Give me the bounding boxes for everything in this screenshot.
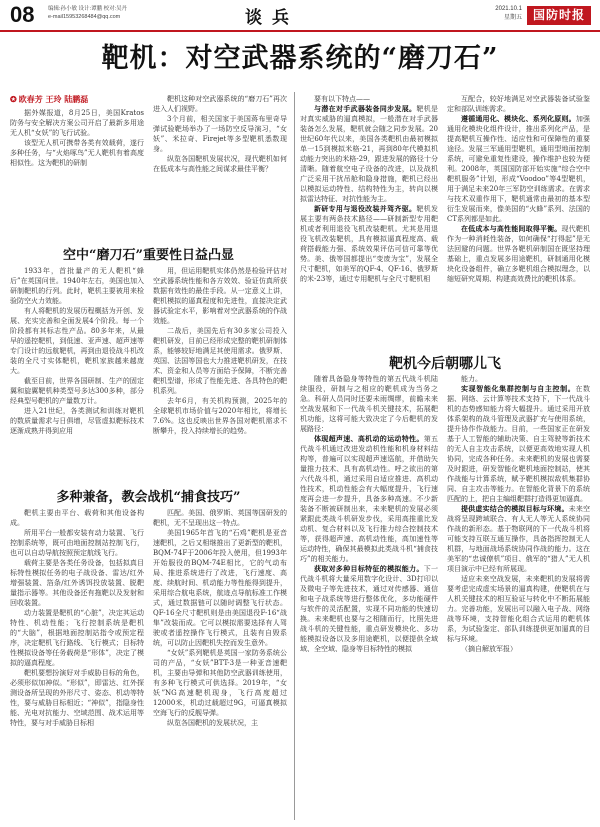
- paragraph: 要有以下特点——: [314, 95, 370, 103]
- paragraph: 遵循通用化、模块化、系列化原则。加强通用化模块化组件设计，推出系列化产品，是提高靶机互操作性、适应性和可保障性的重要途径。发展三军通用型靶机，通用型地面控制系统，可避免重复性建设，操作维护也较为便利。2008年，英国国防部开始实施“综合空中靶机服务”计划，形成“Voodoo”等4型靶机，用于满足未来20年三军防空训练需求。在需求与技术双重作用下，靶机通常由最初的基本型衍生发展而来，像美国的“火蜂”系列、法国的CT系列都是如此。: [447, 114, 590, 223]
- paragraph: 匹配。美国、俄罗斯、英国等国研发的靶机，无不呈现出这一特点。: [153, 509, 287, 527]
- page-header: [0, 0, 600, 32]
- section-heading-1: 空中“磨刀石”重要性日益凸显: [63, 248, 234, 263]
- paragraph: 互配合，较好地满足对空武器装备试验鉴定和部队训练需求。: [447, 95, 590, 113]
- article-headline: 靶机：对空武器系统的“磨刀石”: [101, 43, 499, 74]
- paragraph: 该型无人机可携带各类有效载荷，遂行多种任务，与“火焰啄鸟”无人靶机有着高度相似性。这为靶机的研制: [10, 139, 144, 167]
- paragraph: 二战后，美国先后有30多家公司投入靶机研发，目前已经形成完整的靶机研制体系，能够较好地满足其使用需求。俄罗斯、英国、法国等国也大力推进靶机研发，在技术、资金和人员等方面给予保障，不断完善靶机型谱，形成了性能先进、各具特色的靶机系列。: [153, 327, 287, 395]
- editor-credits: 编辑:孙小敏 设计:谭鹏 校对:吴丹 e-mail15953268484@qq.com: [48, 6, 128, 20]
- paragraph: 1933年，首批量产的无人靶机“蜂后”在英国问世。1940年左右，美国也加入研制靶机的行列。此时，靶机主要被用来检验防空火力效能。: [10, 267, 144, 305]
- weekday-text: 星期五: [503, 15, 522, 21]
- paragraph: 体现超声速、高机动的运动特性。第五代战斗机通过改进发动机性能和机身材料结构等，普遍可以实现超声速巡航，并借助矢量推力技术、具有高机动性。呼之欲出的第六代战斗机，通过采用自适应推进、高机动性技术，机动性能会有大幅度提升，飞行速度再会进一步提升，具备多种高速。不少新装备不断被研制出来，未来靶机的发展必须紧跟此类战斗机研发步伐，采用高推重比发动机、复合材料以及飞行推力综合控制技术等，获得超声速、高机动性能，高加速性等运动特性，确保其最模拟此类战斗机“捕食技巧”的相关能力。: [300, 434, 438, 563]
- paragraph: 截至目前，世界各国研制、生产的固定翼和旋翼靶机种类型号多达300多种，部分经典型号靶机的产量数万计。: [10, 377, 144, 405]
- paragraph: 实现智能化集群控制与自主控制。在数据、网络、云计算等技术支持下，下一代战斗机的态势感知能力将大幅提升。通过采用开放体系架构的战斗管理及武器扩充与使用系统，提升协作作战能力。目前，一些国家正在研发基于人工智能的辅助决策、自主驾驶等新技术的无人自主攻击系统，以便更高效地实现人机协同，完成各种任务。未来靶机的发展也需要及时跟进，研发智能化靶机地面控制站，使其作战能与计算系统，赋予靶机模拟敌机集群协同、自主攻击等能力。在智能化背景下的系统匹配的上，把自主编组靶群打造得更加逼真。: [447, 384, 590, 503]
- paragraph: 与潜在对手武器装备同步发展。靶机是对真实威胁的逼真模拟，一般潜在对手武器装备怎么发展，靶机就会随之同步发展。20世纪60年代以来，美国各类靶机由最初模拟单一15到模拟米格-21，再到80年代模拟机动能力突出的米格-29，跟进发展的路径十分清晰。随着航空电子设备的改进，以及战机广泛采用干扰吊舱和隐身措施，靶机已经出以模拟运动特性、结构特性为主，转向以模拟雷达特征、对抗性能为主。: [300, 104, 438, 203]
- paragraph: 美国1965年首飞的“石鸡”靶机是亚音速靶机，之后又相继推出了更新型的靶机，BQM-74F于2006年投入使用，但1993年开始服役的BQM-74E相比，它的气动布局、推进系统进行了改进，飞行速度、高度、续航时间、机动能力等性能得到提升，采用综合航电系统，航迹点导航标准工作模式，通过数据链可以随时调整飞行状态。QF-16全尺寸靶机则是由美国退役F-16“战隼”改装而成。它可以模拟需要选择有人驾驶或者遥控操作飞行模式，且装有自毁系统，可以防止因靶机失控而发生意外。: [153, 529, 287, 647]
- paragraph: 进入21世纪，各类测试和训练对靶机的数质量需求与日俱增，尽管虚拟靶标技术逐渐成熟并得到应用: [10, 407, 144, 435]
- issue-date: [452, 5, 522, 23]
- column-2-intro: [153, 94, 287, 242]
- author-names: 欧春芳 王玲 陆鹏磊: [18, 94, 89, 104]
- paragraph: 所用平台一般都安装有动力装置、飞行控制系统等，既可由地面控制站控制飞行，也可以自动导航按照预定航线飞行。: [10, 529, 144, 557]
- paragraph: 获取对多种目标特征的模拟能力。下一代战斗机将大量采用数字化设计、3D打印以及微电子等先进技术，通过对传感器、通信和电子战系统等进行整体优化，多功能硬件与软件的灵活配置，实现不同功能的快速切换。未来靶机也要与之相随而行，比照先进战斗机的关键性能，重点研发模块化、多功能模拟设备以及多用途靶机，以便提供全域域、全空域、隐身等目标特性的模拟: [300, 564, 438, 653]
- column-1-section-1: [10, 266, 144, 484]
- paragraph: 靶机主要由平台、载荷和其他设备构成。: [10, 509, 144, 527]
- section-heading-2: 多种兼备，教会战机“捕食技巧”: [56, 490, 241, 505]
- paragraph: 靶机要想扮演好对手威胁目标的角色，必须形似加神似。“形似”，即雷达、红外探测设备所呈现的外形尺寸、姿态、机动等特性，要与威胁目标相近；“神似”，指隐身性能、光电对抗能力、空域范围、战术运用等特性，要与对手威胁目标相: [10, 669, 144, 727]
- column-2-section-1: [153, 266, 287, 484]
- column-divider: [294, 92, 295, 820]
- paragraph: 能力。: [461, 375, 482, 383]
- date-text: 2021.10.1: [495, 6, 522, 12]
- paragraph: （摘自解放军报）: [461, 645, 517, 653]
- paragraph: 适应未来空战发展，未来靶机的发展将需要考虑完成虚实场景的逼真构建，使靶机在与人机关键技术的相互验证与转化中不断拓展能力。完善功能，发展出可以融入电子战、网络战等环境，支持智能化组合式运用的靶机体系，为试验鉴定、部队训练提供更加逼真的目标与环境。: [447, 575, 590, 643]
- column-2-section-2: [153, 508, 287, 820]
- section-heading-3: 靶机今后朝哪儿飞: [389, 356, 501, 372]
- paragraph: 动力装置是靶机的“心脏”，决定其运动特性、机动性能；飞行控制系统是靶机的“大脑”，根据地面控制站指令或预定程序，决定靶机飞行路线、飞行模式；目标特性模拟设备等任务载荷是“形体”，决定了模拟的逼真程度。: [10, 609, 144, 667]
- paragraph: 提供虚实结合的模拟目标与环境。未来空战将呈现跨域联合、有人无人等无人系统协同作战的新形态。基于物联网的下一代战斗机将可能支持互联互通互操作，具备指挥控制无人机群，与地面战场系统协同作战的能力。这在美军的“忠诚僚机”项目、俄军的“猎人”无人机项目演示中已经有所展现。: [447, 504, 590, 573]
- byline: [10, 94, 88, 105]
- column-1-intro: [10, 108, 144, 240]
- paragraph: 去年6月，有关机构预测，2025年的全球靶机市场价值与2020年相比，将增长7.6%。这也反映出世界各国对靶机需求不断攀升，投入持续增长的趋势。: [153, 397, 287, 435]
- paragraph: 新研专用与退役改装并驾齐驱。靶机发展主要有两条技术路径——研制新型专用靶机或者利用退役飞机改装靶机。尤其是用退役飞机改装靶机，具有模拟逼真程度高、载荷搭载能力强、系统效果评估可信可靠等优势。美、俄等国都提出“变废为宝”，发展全尺寸靶机，如美军的QF-4、QF-16、俄罗斯的米-23等，通过专用靶机与全尺寸靶机相: [300, 204, 438, 283]
- column-3-section-3: [300, 374, 438, 820]
- paragraph: 3个月前，相关国家于美国蒋布里奇导弹试验靶场举办了一场防空反导演习，“女妖”、米拉奇、Firejet等多型靶机悉数现身。: [153, 115, 287, 153]
- paragraph: 纵览各国靶机的发展状况，主: [167, 719, 258, 727]
- paragraph: 纵览各国靶机发展状况，现代靶机如何在低成本与高性能之间谋求最佳平衡？: [153, 155, 287, 173]
- section-name: 谈兵: [245, 8, 299, 28]
- paragraph: 载荷主要是各类任务设备，包括拟真目标特性模拟任务的电子战设备、雷达/红外增强装置、箔条/红外诱饵投放装置、脱靶量指示器等。其他设备还有拖靶以及发射和回收装置。: [10, 559, 144, 607]
- paragraph: 据外媒报道，8月25日，美国Kratos防务与安全解决方案公司开启了最新多用途无人机“女妖”的飞行试验。: [10, 109, 144, 137]
- column-4-upper: [447, 94, 590, 390]
- paragraph: 随着具备隐身等特性的第五代战斗机陆续服役，研制与之相应的靶机成为当务之急。科研人员同时还要未雨绸缪，前瞻未来空战发展和下一代战斗机关键技术，拓展靶机功能，这将可能大致决定了今后靶机的发展路径：: [300, 375, 438, 433]
- paragraph: 用，但运用靶机实体仍然是检验评估对空武器系统性能和各方效效、验证仿真所获数据有效性的最佳手段。从一定意义上讲，靶机模拟的逼真程度和先进性，直接决定武器试验定水平，影响着对空武器系统的作战效能。: [153, 267, 287, 325]
- column-3-upper: [300, 94, 438, 390]
- page-number: 08: [10, 2, 35, 27]
- column-4-section-3: [447, 374, 590, 820]
- paragraph: “女妖”系列靶机是英国一家防务系统公司的产品，“女妖”BTT-3是一种亚音速靶机，主要由导弹和其他防空武器训练使用，有多种飞行模式可供选择。2019年，“女妖”NG高速靶机现身，飞行高度超过12000米，机动过载超过9G，可逼真模拟空海飞行的反舰导弹。: [153, 649, 287, 717]
- paragraph: 在低成本与高性能间取得平衡。现代靶机作为一种消耗性装备，如何确保“打得起”是无法回避的问题。世界各靶机研制国在既坚持理基础上，重点发展多用途靶机，研制通用化模块化设备组件，确立多靶机组合模拟理念，以缩短研究周期、构建高效费比的靶机体系。: [447, 224, 590, 283]
- paragraph: 靶机这种对空武器系统的“磨刀石”再次进入人们视野。: [153, 95, 287, 113]
- star-icon: ✪: [10, 94, 17, 104]
- column-1-section-2: [10, 508, 144, 820]
- paragraph: 有人将靶机的发展历程概括为开创、发展、充实完善和全面发展4个阶段。每一个阶段都有其标志性产品。80多年来，从最早的遥控靶机，到低速、亚声速、超声速等专门设计的远航靶机，再到由退役战斗机改装的全尺寸实体靶机，靶机家族越来越庞大。: [10, 307, 144, 375]
- newspaper-logo: 国防时报: [527, 6, 591, 25]
